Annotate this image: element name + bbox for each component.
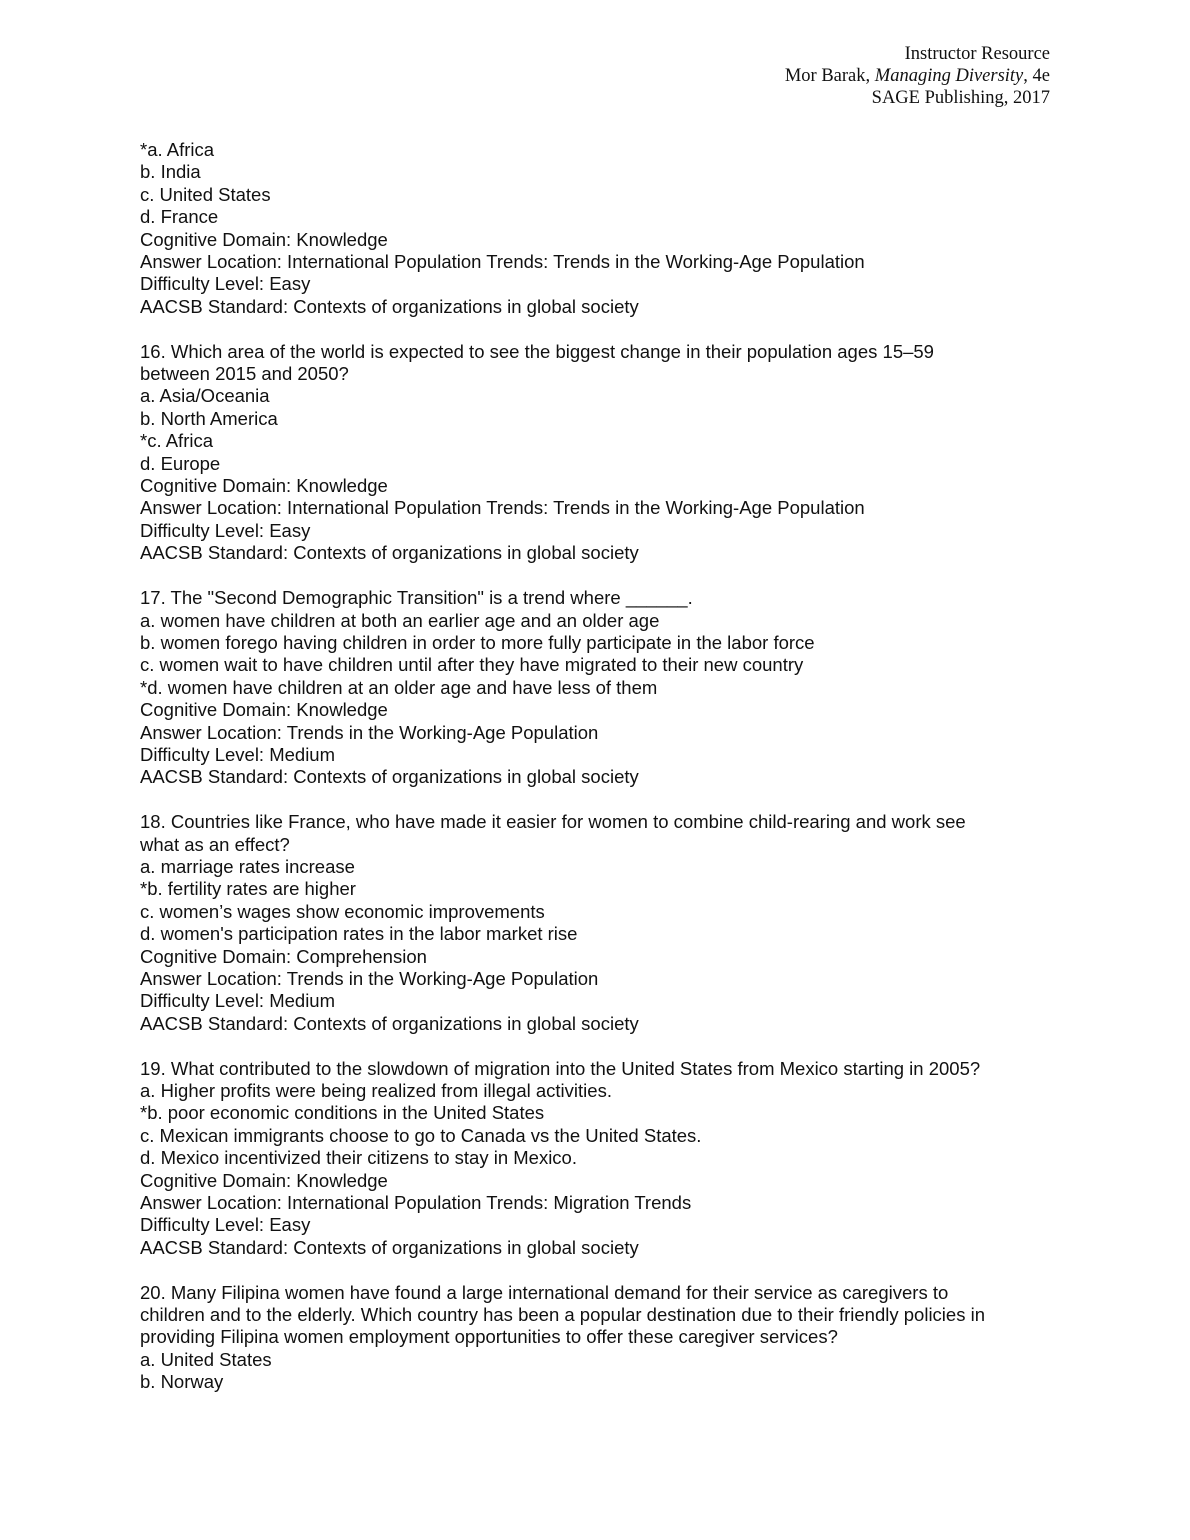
block-spacer xyxy=(140,565,1040,587)
answer-option: a. women have children at both an earlier age and an older age xyxy=(140,609,660,631)
answer-option: b. women forego having children in order to more fully participate in the labor force xyxy=(140,631,815,653)
question-text: what as an effect? xyxy=(140,833,290,855)
answer-option: a. Asia/Oceania xyxy=(140,385,270,407)
answer-option: b. Norway xyxy=(140,1371,224,1393)
question-block xyxy=(140,811,1040,1035)
question-text: between 2015 and 2050? xyxy=(140,363,349,385)
question-metadata: AACSB Standard: Contexts of organizations in global society xyxy=(140,542,639,564)
answer-option: *a. Africa xyxy=(140,139,215,160)
question-metadata: Cognitive Domain: Knowledge xyxy=(140,228,388,250)
question-metadata: Difficulty Level: Easy xyxy=(140,519,311,541)
answer-option: d. Europe xyxy=(140,452,221,474)
answer-option: d. Mexico incentivized their citizens to stay in Mexico. xyxy=(140,1147,577,1169)
question-text: 17. The "Second Demographic Transition" is a trend where ______. xyxy=(140,587,693,609)
block-spacer xyxy=(140,1259,1040,1281)
question-metadata: Cognitive Domain: Knowledge xyxy=(140,1169,388,1191)
block-spacer xyxy=(140,318,1040,340)
header-edition: , 4e xyxy=(1023,66,1050,86)
question-block xyxy=(140,1058,1040,1260)
page-header xyxy=(785,43,1050,109)
question-metadata: AACSB Standard: Contexts of organizations in global society xyxy=(140,1012,639,1034)
question-metadata: Cognitive Domain: Knowledge xyxy=(140,699,388,721)
answer-option: b. India xyxy=(140,161,201,183)
header-author: Mor Barak, xyxy=(784,66,875,86)
header-book-title: Managing Diversity xyxy=(874,66,1024,86)
header-publisher: SAGE Publishing, 2017 xyxy=(871,88,1050,108)
question-metadata: Answer Location: Trends in the Working-Age Population xyxy=(140,967,599,989)
question-metadata: Difficulty Level: Medium xyxy=(140,743,336,765)
question-block xyxy=(140,341,1040,565)
header-resource-label: Instructor Resource xyxy=(904,44,1050,64)
answer-option: c. Mexican immigrants choose to go to Canada vs the United States. xyxy=(140,1124,702,1146)
answer-option: *b. poor economic conditions in the United States xyxy=(140,1102,545,1124)
answer-option: *d. women have children at an older age and have less of them xyxy=(140,676,658,698)
answer-option: *c. Africa xyxy=(140,430,213,452)
question-metadata: Answer Location: Trends in the Working-Age Population xyxy=(140,721,599,743)
question-metadata: Cognitive Domain: Knowledge xyxy=(140,475,388,497)
block-spacer xyxy=(140,789,1040,811)
question-metadata: Answer Location: International Population Trends: Trends in the Working-Age Population xyxy=(140,497,865,519)
question-text: 16. Which area of the world is expected to see the biggest change in their population ages 15–59 xyxy=(140,340,934,362)
question-metadata: AACSB Standard: Contexts of organizations in global society xyxy=(140,766,639,788)
question-metadata: Answer Location: International Population Trends: Trends in the Working-Age Population xyxy=(140,251,865,273)
question-metadata: Cognitive Domain: Comprehension xyxy=(140,945,427,967)
question-text: providing Filipina women employment opportunities to offer these caregiver services? xyxy=(140,1326,838,1348)
question-metadata: Difficulty Level: Easy xyxy=(140,273,311,295)
question-text: 18. Countries like France, who have made it easier for women to combine child-rearing and work see xyxy=(140,811,966,833)
question-metadata: AACSB Standard: Contexts of organizations in global society xyxy=(140,1236,639,1258)
question-metadata: AACSB Standard: Contexts of organizations in global society xyxy=(140,295,639,317)
question-block xyxy=(140,139,1040,318)
question-text: 20. Many Filipina women have found a large international demand for their service as caregivers to xyxy=(140,1281,949,1303)
header-book-citation xyxy=(785,65,1050,87)
question-text: 19. What contributed to the slowdown of migration into the United States from Mexico starting in 2005? xyxy=(140,1057,981,1079)
answer-option: a. United States xyxy=(140,1348,272,1370)
answer-option: a. marriage rates increase xyxy=(140,855,355,877)
answer-option: c. women’s wages show economic improvements xyxy=(140,900,545,922)
answer-option: c. United States xyxy=(140,183,271,205)
answer-option: *b. fertility rates are higher xyxy=(140,878,356,900)
answer-option: b. North America xyxy=(140,407,278,429)
question-text: children and to the elderly. Which country has been a popular destination due to their friendly policies in xyxy=(140,1304,985,1326)
question-block xyxy=(140,587,1040,789)
question-metadata: Answer Location: International Population Trends: Migration Trends xyxy=(140,1192,692,1214)
block-spacer xyxy=(140,1035,1040,1057)
question-block xyxy=(140,1282,1040,1394)
answer-option: d. France xyxy=(140,206,219,228)
question-list xyxy=(140,139,1040,1394)
question-metadata: Difficulty Level: Easy xyxy=(140,1214,311,1236)
answer-option: c. women wait to have children until after they have migrated to their new country xyxy=(140,654,804,676)
answer-option: a. Higher profits were being realized from illegal activities. xyxy=(140,1080,612,1101)
question-metadata: Difficulty Level: Medium xyxy=(140,990,336,1012)
answer-option: d. women's participation rates in the labor market rise xyxy=(140,923,578,945)
